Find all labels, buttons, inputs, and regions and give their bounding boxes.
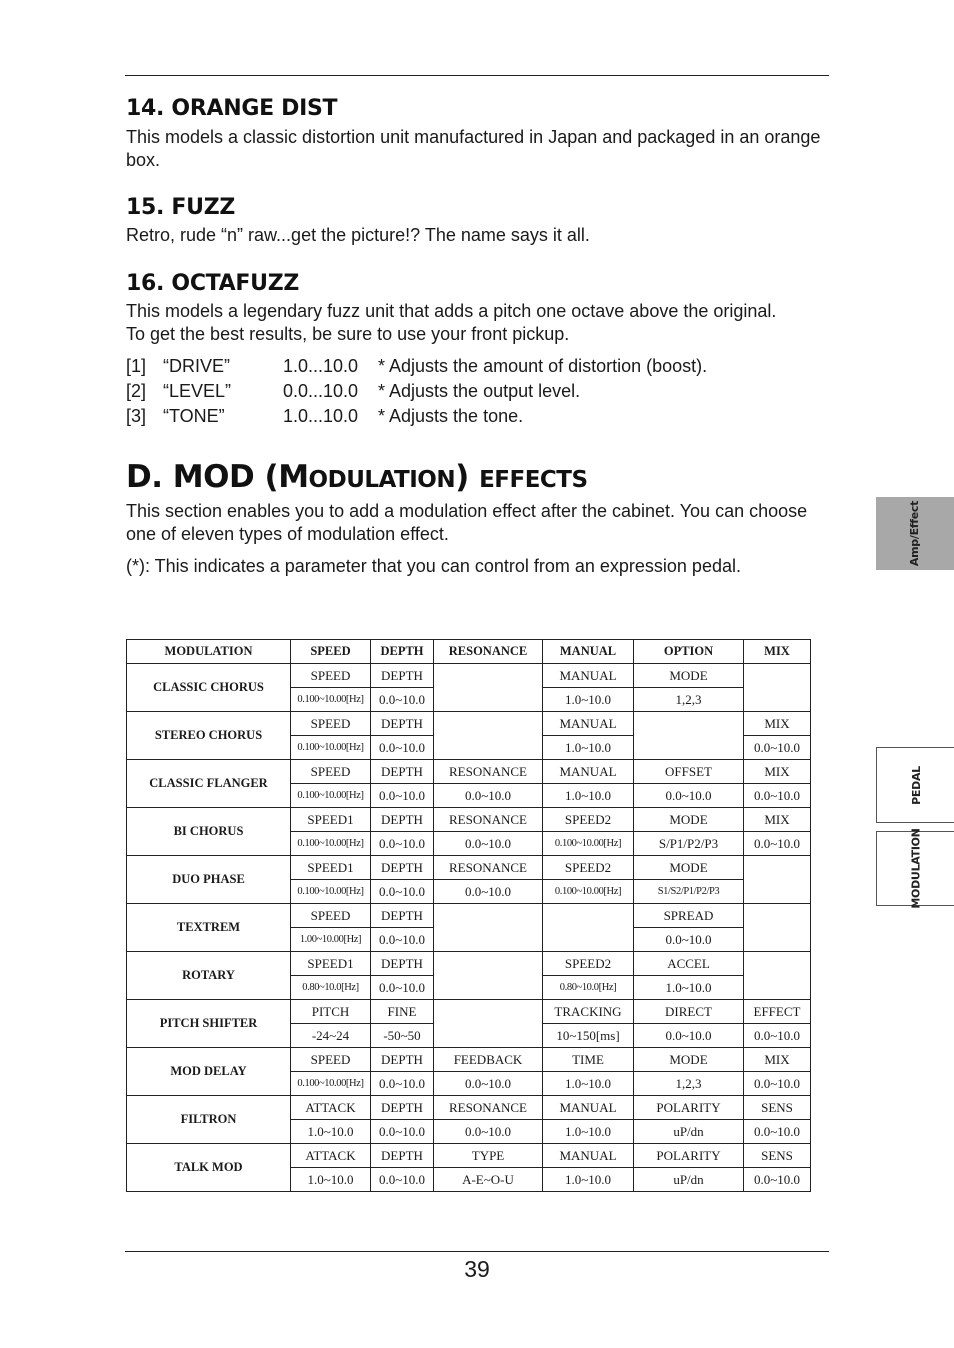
parameter-label-cell: PITCH: [291, 1000, 371, 1024]
parameter-range-cell: -50~50: [371, 1024, 434, 1048]
parameter-row: [126, 354, 828, 379]
parameter-label-cell: SPEED: [291, 664, 371, 688]
effect-name-cell: BI CHORUS: [127, 808, 291, 856]
parameter-label-cell: SPEED2: [543, 952, 634, 976]
parameter-range-cell: 1.0~10.0: [543, 1168, 634, 1192]
empty-cell: [434, 952, 543, 1000]
parameter-label-cell: RESONANCE: [434, 1096, 543, 1120]
parameter-label-cell: SPEED: [291, 712, 371, 736]
section-title-fuzz: 15. FUZZ: [126, 195, 236, 220]
parameter-label-cell: MANUAL: [543, 1096, 634, 1120]
section-text-orange-dist: This models a classic distortion unit manufactured in Japan and packaged in an orange box.: [126, 127, 821, 170]
parameter-label-cell: ATTACK: [291, 1144, 371, 1168]
effect-name-cell: PITCH SHIFTER: [127, 1000, 291, 1048]
parameter-range-cell: 1.0~10.0: [543, 736, 634, 760]
parameter-label-cell: SPEED: [291, 904, 371, 928]
parameter-label-cell: MODE: [634, 1048, 744, 1072]
parameter-range-cell: 1,2,3: [634, 688, 744, 712]
section-text-mod-2: (*): This indicates a parameter that you can control from an expression pedal.: [126, 556, 741, 576]
modulation-parameter-table: [126, 639, 811, 1192]
parameter-range-cell: 0.0~10.0: [371, 1168, 434, 1192]
effect-name-cell: CLASSIC CHORUS: [127, 664, 291, 712]
parameter-range-cell: 0.0~10.0: [371, 928, 434, 952]
table-row: [127, 952, 811, 976]
parameter-range-cell: 0.0~10.0: [371, 688, 434, 712]
parameter-range-cell: 0.0~10.0: [744, 784, 811, 808]
page-number: 39: [464, 1256, 490, 1282]
parameter-range-cell: uP/dn: [634, 1168, 744, 1192]
section-text-octafuzz-2: To get the best results, be sure to use your front pickup.: [126, 324, 570, 344]
parameter-label-cell: MIX: [744, 808, 811, 832]
table-header-cell: SPEED: [291, 640, 371, 664]
parameter-name: “TONE”: [163, 406, 225, 426]
parameter-label-cell: SPEED2: [543, 856, 634, 880]
empty-cell: [434, 1000, 543, 1048]
parameter-range-cell: 0.0~10.0: [744, 1168, 811, 1192]
parameter-label-cell: POLARITY: [634, 1144, 744, 1168]
title-part: ODULATION: [308, 467, 456, 493]
parameter-label-cell: TRACKING: [543, 1000, 634, 1024]
parameter-label-cell: POLARITY: [634, 1096, 744, 1120]
parameter-range-cell: 0.0~10.0: [434, 832, 543, 856]
parameter-range-cell: 0.100~10.00[Hz]: [543, 832, 634, 856]
parameter-label-cell: DEPTH: [371, 1096, 434, 1120]
parameter-row: [126, 379, 828, 404]
parameter-range: 1.0...10.0: [283, 406, 359, 426]
empty-cell: [744, 856, 811, 904]
parameter-label-cell: DIRECT: [634, 1000, 744, 1024]
parameter-range-cell: 0.0~10.0: [634, 784, 744, 808]
table-row: [127, 904, 811, 928]
parameter-label-cell: MANUAL: [543, 712, 634, 736]
parameter-description: * Adjusts the output level.: [378, 381, 581, 401]
section-title-octafuzz: 16. OCTAFUZZ: [126, 271, 300, 296]
parameter-range-cell: 0.0~10.0: [744, 832, 811, 856]
parameter-label-cell: DEPTH: [371, 664, 434, 688]
title-part: EFFECTS: [479, 467, 588, 493]
parameter-range-cell: 0.0~10.0: [744, 736, 811, 760]
parameter-label-cell: SPEED1: [291, 952, 371, 976]
parameter-label-cell: TIME: [543, 1048, 634, 1072]
parameter-description: * Adjusts the tone.: [378, 406, 524, 426]
parameter-number: [1]: [126, 356, 147, 376]
parameter-range-cell: 0.0~10.0: [744, 1072, 811, 1096]
table-header-cell: MODULATION: [127, 640, 291, 664]
effect-name-cell: MOD DELAY: [127, 1048, 291, 1096]
parameter-range-cell: 0.0~10.0: [371, 880, 434, 904]
parameter-label-cell: DEPTH: [371, 1048, 434, 1072]
parameter-label-cell: SPEED: [291, 760, 371, 784]
parameter-label-cell: MODE: [634, 664, 744, 688]
parameter-label-cell: RESONANCE: [434, 856, 543, 880]
parameter-label-cell: DEPTH: [371, 808, 434, 832]
parameter-label-cell: MODE: [634, 856, 744, 880]
parameter-range-cell: 0.0~10.0: [434, 784, 543, 808]
parameter-range: 1.0...10.0: [283, 356, 359, 376]
parameter-range-cell: 0.0~10.0: [371, 1120, 434, 1144]
empty-cell: [434, 904, 543, 952]
parameter-range-cell: 0.0~10.0: [744, 1024, 811, 1048]
octafuzz-parameter-list: [126, 354, 828, 429]
table-row: [127, 1048, 811, 1072]
parameter-number: [2]: [126, 381, 147, 401]
parameter-range-cell: 0.0~10.0: [744, 1120, 811, 1144]
parameter-label-cell: MIX: [744, 1048, 811, 1072]
parameter-label-cell: RESONANCE: [434, 808, 543, 832]
parameter-label-cell: ACCEL: [634, 952, 744, 976]
effect-name-cell: DUO PHASE: [127, 856, 291, 904]
parameter-range-cell: 0.0~10.0: [371, 1072, 434, 1096]
table-row: [127, 1096, 811, 1120]
bottom-rule: [125, 1251, 829, 1252]
parameter-range-cell: 1.0~10.0: [291, 1168, 371, 1192]
parameter-range-cell: 0.0~10.0: [371, 736, 434, 760]
parameter-description: * Adjusts the amount of distortion (boost).: [378, 356, 708, 376]
parameter-range-cell: 0.80~10.0[Hz]: [543, 976, 634, 1000]
table-row: [127, 712, 811, 736]
section-text-fuzz: Retro, rude “n” raw...get the picture!? The name says it all.: [126, 225, 590, 245]
parameter-range-cell: 0.0~10.0: [371, 832, 434, 856]
parameter-label-cell: MODE: [634, 808, 744, 832]
table-row: [127, 808, 811, 832]
parameter-label-cell: MANUAL: [543, 1144, 634, 1168]
parameter-label-cell: MANUAL: [543, 760, 634, 784]
empty-cell: [744, 904, 811, 952]
parameter-range-cell: 0.0~10.0: [634, 1024, 744, 1048]
parameter-label-cell: SENS: [744, 1144, 811, 1168]
section-text-mod-1: This section enables you to add a modulation effect after the cabinet. You can choose one of eleven types of modulation effect.: [126, 501, 808, 544]
table-header-row: [127, 640, 811, 664]
parameter-label-cell: MIX: [744, 760, 811, 784]
parameter-range-cell: 1,2,3: [634, 1072, 744, 1096]
tab-amp-effect: [876, 497, 954, 570]
parameter-range-cell: 1.0~10.0: [543, 688, 634, 712]
tab-modulation: [876, 828, 954, 909]
table-header-cell: MIX: [744, 640, 811, 664]
table-row: [127, 1000, 811, 1024]
table-row: [127, 664, 811, 688]
parameter-range-cell: 0.100~10.00[Hz]: [291, 688, 371, 712]
parameter-range-cell: 0.100~10.00[Hz]: [543, 880, 634, 904]
parameter-label-cell: DEPTH: [371, 856, 434, 880]
parameter-range-cell: 0.100~10.00[Hz]: [291, 736, 371, 760]
parameter-label-cell: SENS: [744, 1096, 811, 1120]
parameter-row: [126, 404, 828, 429]
parameter-range-cell: 0.0~10.0: [371, 784, 434, 808]
table-header-cell: DEPTH: [371, 640, 434, 664]
parameter-label-cell: SPEED1: [291, 808, 371, 832]
parameter-range-cell: 0.100~10.00[Hz]: [291, 880, 371, 904]
effect-name-cell: CLASSIC FLANGER: [127, 760, 291, 808]
table-header-cell: MANUAL: [543, 640, 634, 664]
title-part: ): [455, 459, 480, 495]
empty-cell: [434, 664, 543, 712]
parameter-range-cell: S/P1/P2/P3: [634, 832, 744, 856]
parameter-range-cell: 1.0~10.0: [291, 1120, 371, 1144]
empty-cell: [634, 712, 744, 760]
effect-name-cell: TALK MOD: [127, 1144, 291, 1192]
table-row: [127, 760, 811, 784]
parameter-label-cell: TYPE: [434, 1144, 543, 1168]
parameter-label-cell: SPEED: [291, 1048, 371, 1072]
parameter-name: “DRIVE”: [163, 356, 230, 376]
parameter-range-cell: 0.0~10.0: [371, 976, 434, 1000]
parameter-range-cell: 0.100~10.00[Hz]: [291, 832, 371, 856]
effect-name-cell: STEREO CHORUS: [127, 712, 291, 760]
parameter-label-cell: DEPTH: [371, 760, 434, 784]
parameter-range-cell: 1.0~10.0: [543, 1072, 634, 1096]
parameter-label-cell: SPREAD: [634, 904, 744, 928]
top-rule: [125, 75, 829, 76]
tab-label: PEDAL: [909, 765, 923, 805]
parameter-number: [3]: [126, 406, 147, 426]
parameter-range-cell: uP/dn: [634, 1120, 744, 1144]
parameter-range-cell: S1/S2/P1/P2/P3: [634, 880, 744, 904]
parameter-label-cell: MIX: [744, 712, 811, 736]
section-text-octafuzz-1: This models a legendary fuzz unit that adds a pitch one octave above the original.: [126, 301, 777, 321]
parameter-label-cell: SPEED2: [543, 808, 634, 832]
page-content: [126, 96, 828, 578]
parameter-range-cell: 1.0~10.0: [634, 976, 744, 1000]
parameter-range-cell: 1.0~10.0: [543, 784, 634, 808]
section-title-mod-effects: [126, 459, 828, 495]
parameter-label-cell: SPEED1: [291, 856, 371, 880]
empty-cell: [434, 712, 543, 760]
parameter-range-cell: 0.0~10.0: [434, 1120, 543, 1144]
parameter-label-cell: DEPTH: [371, 904, 434, 928]
table-header-cell: RESONANCE: [434, 640, 543, 664]
parameter-label-cell: EFFECT: [744, 1000, 811, 1024]
parameter-label-cell: DEPTH: [371, 1144, 434, 1168]
tab-pedal: [876, 747, 954, 823]
parameter-label-cell: DEPTH: [371, 952, 434, 976]
parameter-label-cell: FINE: [371, 1000, 434, 1024]
parameter-range-cell: 1.0~10.0: [543, 1120, 634, 1144]
table-body: [127, 664, 811, 1192]
table-row: [127, 856, 811, 880]
effect-name-cell: ROTARY: [127, 952, 291, 1000]
parameter-range-cell: 0.0~10.0: [634, 928, 744, 952]
empty-cell: [744, 952, 811, 1000]
parameter-label-cell: MANUAL: [543, 664, 634, 688]
tab-label: MODULATION: [909, 828, 923, 909]
parameter-range-cell: 1.00~10.00[Hz]: [291, 928, 371, 952]
parameter-label-cell: OFFSET: [634, 760, 744, 784]
effect-name-cell: FILTRON: [127, 1096, 291, 1144]
parameter-range-cell: 0.100~10.00[Hz]: [291, 784, 371, 808]
parameter-range-cell: 0.100~10.00[Hz]: [291, 1072, 371, 1096]
parameter-label-cell: ATTACK: [291, 1096, 371, 1120]
parameter-label-cell: DEPTH: [371, 712, 434, 736]
title-part: D. MOD (M: [126, 459, 309, 495]
parameter-name: “LEVEL”: [163, 381, 232, 401]
empty-cell: [543, 904, 634, 952]
tab-label: Amp/Effect: [908, 500, 922, 567]
empty-cell: [744, 664, 811, 712]
parameter-range-cell: 0.0~10.0: [434, 1072, 543, 1096]
parameter-label-cell: FEEDBACK: [434, 1048, 543, 1072]
effect-name-cell: TEXTREM: [127, 904, 291, 952]
table-row: [127, 1144, 811, 1168]
section-title-orange-dist: 14. ORANGE DIST: [126, 96, 338, 121]
parameter-range: 0.0...10.0: [283, 381, 359, 401]
table-header-cell: OPTION: [634, 640, 744, 664]
parameter-range-cell: -24~24: [291, 1024, 371, 1048]
parameter-range-cell: A-E~O-U: [434, 1168, 543, 1192]
parameter-label-cell: RESONANCE: [434, 760, 543, 784]
parameter-range-cell: 10~150[ms]: [543, 1024, 634, 1048]
parameter-range-cell: 0.80~10.0[Hz]: [291, 976, 371, 1000]
parameter-range-cell: 0.0~10.0: [434, 880, 543, 904]
